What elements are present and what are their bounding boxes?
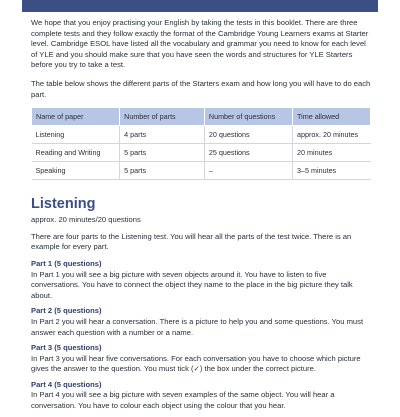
table-cell: 3–5 minutes [293, 162, 371, 180]
table-cell: 5 parts [120, 144, 205, 162]
table-cell: 25 questions [204, 144, 292, 162]
exam-parts-table [31, 107, 371, 180]
listening-part-1 [31, 259, 371, 301]
table-cell: Reading and Writing [32, 144, 120, 162]
table-cell: 5 parts [120, 162, 205, 180]
table-cell: Speaking [32, 162, 120, 180]
table-cell: 4 parts [120, 126, 205, 144]
table-row [32, 144, 371, 162]
part-text: In Part 4 you will see a big picture with seven examples of the same object. You will hear a conversation. You have to colour each object using the colour that you hear. [31, 390, 335, 411]
listening-part-3 [31, 343, 371, 375]
table-cell: Listening [32, 126, 120, 144]
header-number-of-questions: Number of questions [204, 108, 292, 126]
listening-subtitle: approx. 20 minutes/20 questions [31, 215, 141, 225]
table-cell: 20 questions [204, 126, 292, 144]
header-name-of-paper: Name of paper [32, 108, 120, 126]
part-title: Part 4 (5 questions) [31, 379, 102, 389]
listening-part-4 [31, 380, 371, 412]
section-heading-listening: Listening [31, 196, 96, 213]
table-cell: – [204, 162, 292, 180]
table-row [32, 126, 371, 144]
part-title: Part 1 (5 questions) [31, 258, 102, 268]
intro-paragraph: We hope that you enjoy practising your English by taking the tests in this booklet. There are three complete tests and they follow exactly the format of the Cambridge Young Learners exams at Starter level. Cambridge ESOL have listed all the vocabulary and grammar you need to know for each level of YLE and you should make sure that you have seen the words and structures for YLE Starters before you try to take a test. [31, 18, 369, 70]
listening-intro: There are four parts to the Listening test. You will hear all the parts of the test twice. There is an example for every part. [31, 231, 352, 252]
table-cell: 20 minutes [293, 144, 371, 162]
table-header-row [32, 108, 371, 126]
part-title: Part 3 (5 questions) [31, 343, 102, 353]
header-band [22, 0, 378, 12]
page-content [31, 18, 371, 417]
part-text: In Part 3 you will hear five conversations. For each conversation you have to choose which picture gives the answer to the question. You must tick (✓) the box under the correct picture. [31, 353, 361, 374]
part-text: In Part 1 you will see a big picture with seven objects around it. You have to listen to five conversations. You have to connect the object they name to the place in the big picture they talk about. [31, 269, 353, 300]
table-cell: approx. 20 minutes [293, 126, 371, 144]
header-number-of-parts: Number of parts [120, 108, 205, 126]
part-text: In Part 2 you will hear a conversation. There is a picture to help you and some questions. You must answer each question with a number or a name. [31, 316, 364, 337]
part-title: Part 2 (5 questions) [31, 306, 102, 316]
listening-part-2 [31, 306, 371, 338]
table-row [32, 162, 371, 180]
header-time-allowed: Time allowed [293, 108, 371, 126]
table-intro-paragraph: The table below shows the different parts of the Starters exam and how long you will have to do each part. [31, 78, 371, 99]
